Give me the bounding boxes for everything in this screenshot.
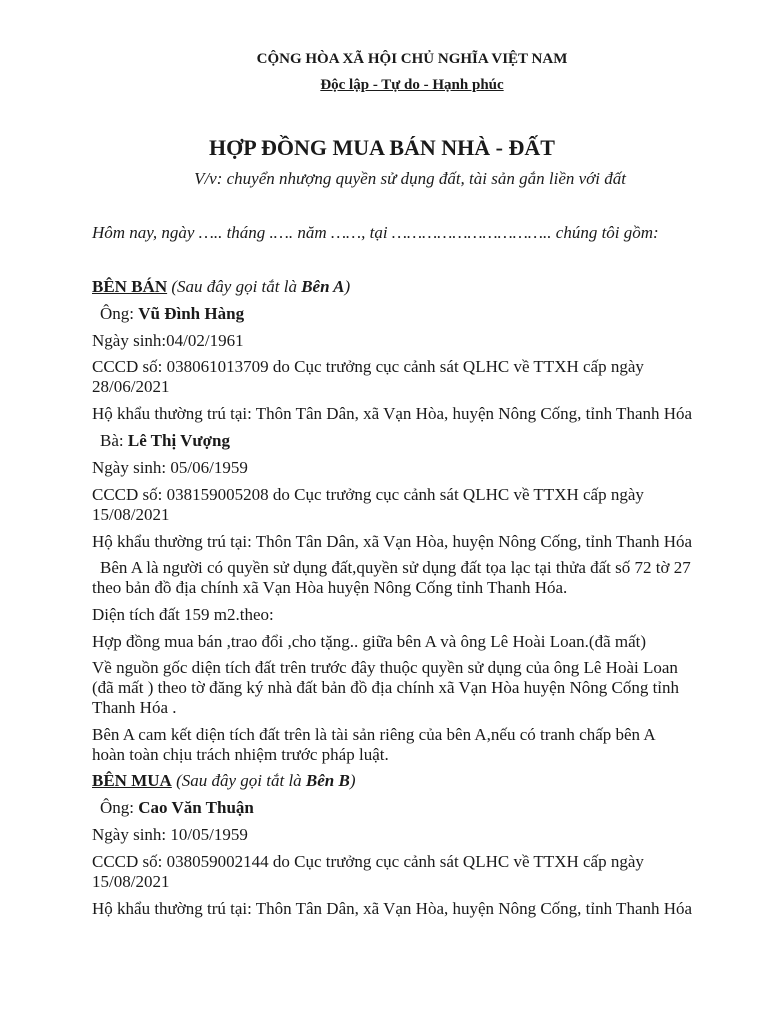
seller-heading-note-end: )	[344, 277, 351, 296]
seller-commitment-line-2: hoàn toàn chịu trách nhiệm trước pháp luật.	[92, 745, 389, 764]
buyer-person-1	[92, 798, 740, 818]
seller-heading	[92, 277, 732, 297]
seller-commitment-line-1: Bên A cam kết diện tích đất trên là tài sản riêng của bên A,nếu có tranh chấp bên A	[92, 725, 656, 744]
buyer-heading-note: (Sau đây gọi tắt là	[171, 771, 306, 790]
buyer-person-1-id-date: 15/08/2021	[92, 872, 170, 891]
seller-person-2-id: CCCD số: 038159005208 do Cục trưởng cục cảnh sát QLHC về TTXH cấp ngày	[92, 485, 644, 504]
seller-person-2-dob: Ngày sinh: 05/06/1959	[92, 458, 248, 477]
contract-reference: Hợp đồng mua bán ,trao đổi ,cho tặng.. giữa bên A và ông Lê Hoài Loan.(đã mất)	[92, 632, 647, 651]
buyer-party-label: Bên B	[305, 771, 350, 790]
land-area: Diện tích đất 159 m2.theo:	[92, 605, 274, 624]
seller-person-2-id-date: 15/08/2021	[92, 505, 170, 524]
national-title: CỘNG HÒA XÃ HỘI CHỦ NGHĨA VIỆT NAM	[256, 51, 568, 67]
seller-person-1-address: Hộ khẩu thường trú tại: Thôn Tân Dân, xã Vạn Hòa, huyện Nông Cống, tỉnh Thanh Hóa	[92, 404, 693, 423]
contract-title: HỢP ĐỒNG MUA BÁN NHÀ - ĐẤT	[209, 135, 555, 160]
buyer-person-1-title: Ông:	[100, 798, 139, 817]
intro-line: Hôm nay, ngày ….. tháng .…. năm ……, tại ………………………….. chúng tôi gồm:	[92, 223, 659, 242]
buyer-person-1-name: Cao Văn Thuận	[138, 798, 254, 817]
seller-person-2-address: Hộ khẩu thường trú tại: Thôn Tân Dân, xã Vạn Hòa, huyện Nông Cống, tỉnh Thanh Hóa	[92, 532, 693, 551]
buyer-heading	[92, 771, 732, 791]
seller-person-1-title: Ông:	[100, 304, 139, 323]
land-origin-line-2: (đã mất ) theo tờ đăng ký nhà đất bản đồ địa chính xã Vạn Hòa huyện Nông Cống tỉnh	[92, 678, 680, 697]
land-origin-line-1: Về nguồn gốc diện tích đất trên trước đây thuộc quyền sử dụng của ông Lê Hoài Loan	[92, 658, 678, 677]
buyer-person-1-address: Hộ khẩu thường trú tại: Thôn Tân Dân, xã Vạn Hòa, huyện Nông Cống, tỉnh Thanh Hóa	[92, 899, 693, 918]
national-motto: Độc lập - Tự do - Hạnh phúc	[320, 77, 504, 93]
seller-heading-note: (Sau đây gọi tắt là	[167, 277, 302, 296]
buyer-heading-label: BÊN MUA	[92, 771, 172, 790]
land-origin-line-3: Thanh Hóa .	[92, 698, 177, 717]
seller-person-2	[92, 431, 740, 451]
buyer-heading-note-end: )	[349, 771, 356, 790]
seller-heading-label: BÊN BÁN	[92, 277, 168, 296]
seller-person-1-id-date: 28/06/2021	[92, 377, 170, 396]
seller-person-2-name: Lê Thị Vượng	[127, 431, 230, 450]
seller-person-1-name: Vũ Đình Hàng	[138, 304, 245, 323]
seller-rights-line-2: theo bản đồ địa chính xã Vạn Hòa huyện Nông Cống tỉnh Thanh Hóa.	[92, 578, 568, 597]
seller-rights-line-1: Bên A là người có quyền sử dụng đất,quyền sử dụng đất tọa lạc tại thửa đất số 72 tờ 27	[100, 558, 691, 577]
seller-person-1-dob: Ngày sinh:04/02/1961	[92, 331, 244, 350]
seller-party-label: Bên A	[301, 277, 345, 296]
buyer-person-1-dob: Ngày sinh: 10/05/1959	[92, 825, 248, 844]
seller-person-2-title: Bà:	[100, 431, 128, 450]
seller-person-1-id: CCCD số: 038061013709 do Cục trưởng cục cảnh sát QLHC về TTXH cấp ngày	[92, 357, 644, 376]
contract-subtitle: V/v: chuyển nhượng quyền sử dụng đất, tài sản gắn liền với đất	[194, 169, 626, 188]
buyer-person-1-id: CCCD số: 038059002144 do Cục trưởng cục cảnh sát QLHC về TTXH cấp ngày	[92, 852, 644, 871]
seller-person-1	[92, 304, 740, 324]
